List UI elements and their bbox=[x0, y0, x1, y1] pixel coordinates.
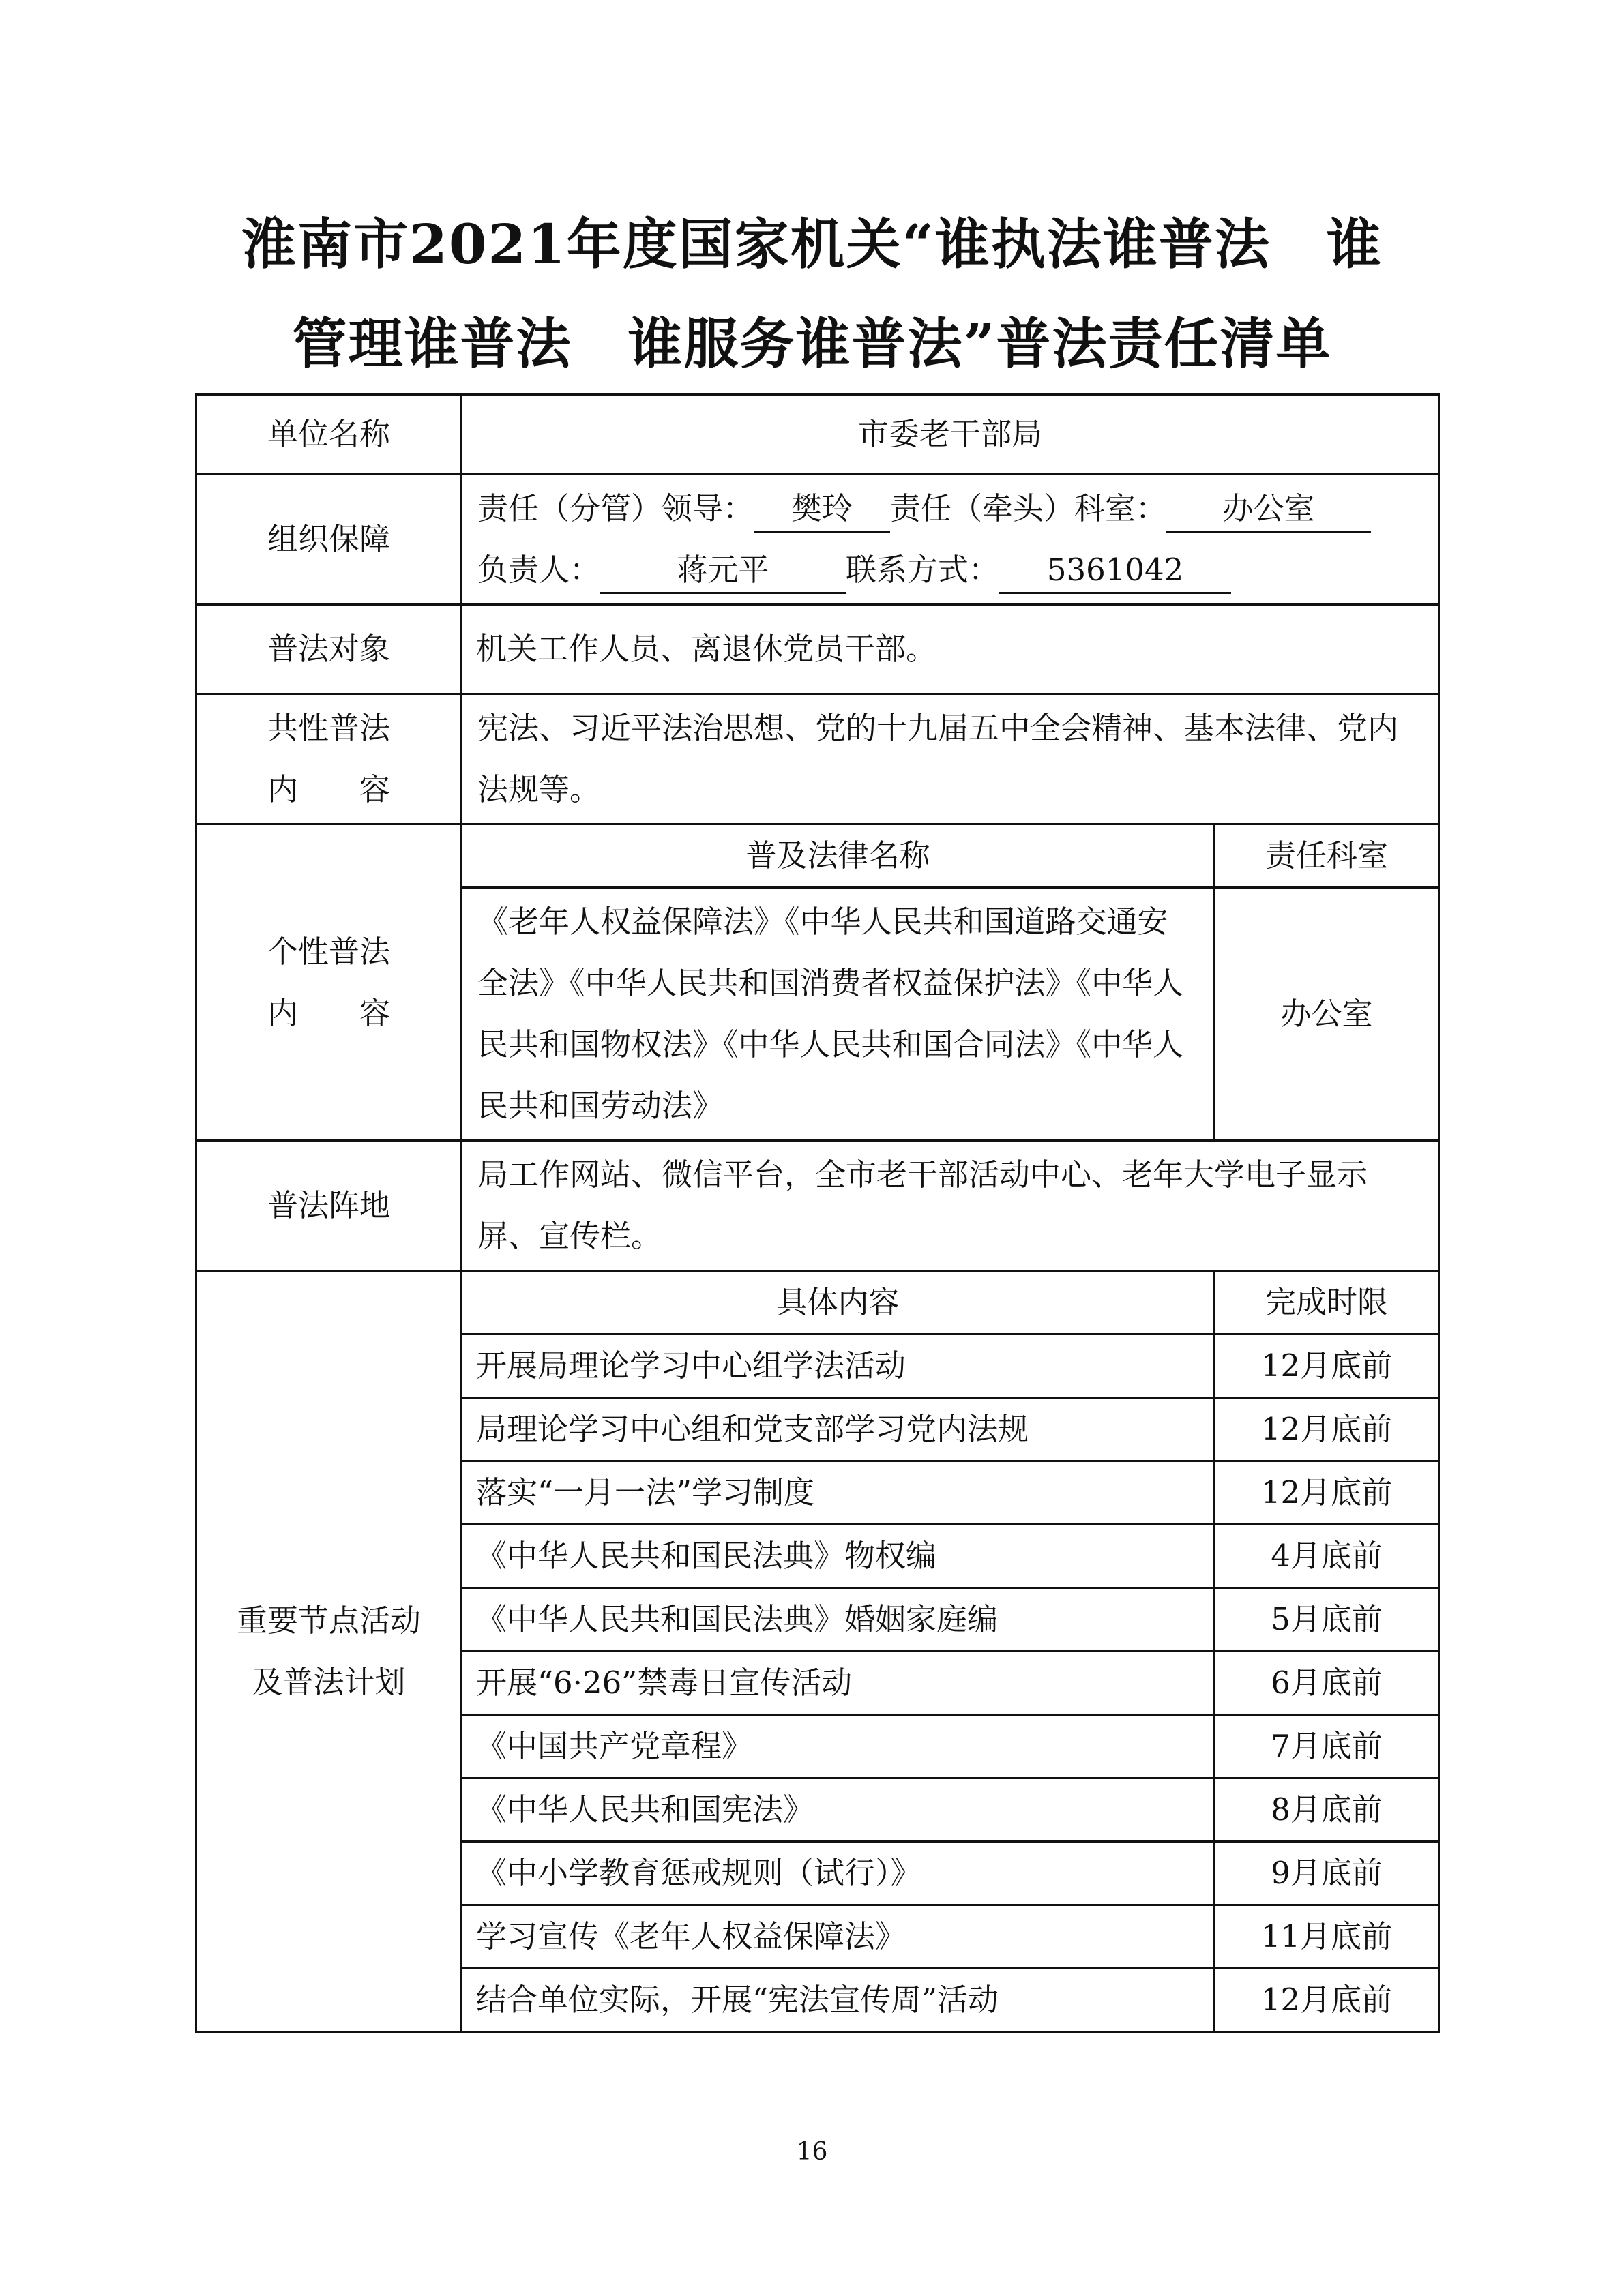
target-value: 机关工作人员、离退休党员干部。 bbox=[462, 605, 1439, 694]
plan-deadline: 8月底前 bbox=[1215, 1778, 1439, 1842]
row-personal-header bbox=[196, 824, 1439, 888]
plan-content: 《中华人民共和国宪法》 bbox=[462, 1778, 1215, 1842]
plan-content: 结合单位实际，开展“宪法宣传周”活动 bbox=[462, 1969, 1215, 2032]
row-target bbox=[196, 605, 1439, 694]
page-number: 16 bbox=[796, 2138, 828, 2166]
person-label: 负责人： bbox=[477, 552, 601, 588]
org-value bbox=[462, 475, 1439, 605]
plan-content: 落实“一月一法”学习制度 bbox=[462, 1461, 1215, 1525]
plan-content: 开展“6·26”禁毒日宣传活动 bbox=[462, 1652, 1215, 1715]
row-org bbox=[196, 475, 1439, 605]
document-title bbox=[0, 194, 1624, 393]
plan-deadline: 12月底前 bbox=[1215, 1398, 1439, 1461]
common-value: 宪法、习近平法治思想、党的十九届五中全会精神、基本法律、党内法规等。 bbox=[462, 694, 1439, 824]
personal-col-law: 普及法律名称 bbox=[462, 824, 1215, 888]
unit-label: 单位名称 bbox=[196, 395, 462, 475]
plan-col-content: 具体内容 bbox=[462, 1271, 1215, 1335]
plan-content: 学习宣传《老年人权益保障法》 bbox=[462, 1905, 1215, 1969]
target-label: 普法对象 bbox=[196, 605, 462, 694]
leader-name: 樊玲 bbox=[754, 487, 890, 533]
org-label: 组织保障 bbox=[196, 475, 462, 605]
row-unit bbox=[196, 395, 1439, 475]
unit-value: 市委老干部局 bbox=[462, 395, 1439, 475]
plan-content: 《中华人民共和国民法典》物权编 bbox=[462, 1525, 1215, 1588]
person-name: 蒋元平 bbox=[600, 548, 846, 594]
plan-deadline: 4月底前 bbox=[1215, 1525, 1439, 1588]
plan-content: 开展局理论学习中心组学法活动 bbox=[462, 1335, 1215, 1398]
plan-deadline: 12月底前 bbox=[1215, 1335, 1439, 1398]
venue-value: 局工作网站、微信平台，全市老干部活动中心、老年大学电子显示屏、宣传栏。 bbox=[462, 1141, 1439, 1271]
plan-deadline: 7月底前 bbox=[1215, 1715, 1439, 1778]
plan-content: 《中小学教育惩戒规则（试行）》 bbox=[462, 1842, 1215, 1905]
plan-col-deadline: 完成时限 bbox=[1215, 1271, 1439, 1335]
common-label: 共性普法 内 容 bbox=[196, 694, 462, 824]
personal-col-dept: 责任科室 bbox=[1215, 824, 1439, 888]
personal-label: 个性普法 内 容 bbox=[196, 824, 462, 1141]
plan-content: 局理论学习中心组和党支部学习党内法规 bbox=[462, 1398, 1215, 1461]
plan-deadline: 12月底前 bbox=[1215, 1969, 1439, 2032]
personal-laws: 《老年人权益保障法》《中华人民共和国道路交通安全法》《中华人民共和国消费者权益保护法》《中华人民共和国物权法》《中华人民共和国合同法》《中华人民共和国劳动法》 bbox=[462, 888, 1215, 1141]
plan-deadline: 6月底前 bbox=[1215, 1652, 1439, 1715]
plan-content: 《中华人民共和国民法典》婚姻家庭编 bbox=[462, 1588, 1215, 1652]
personal-dept: 办公室 bbox=[1215, 888, 1439, 1141]
row-common bbox=[196, 694, 1439, 824]
plan-content: 《中国共产党章程》 bbox=[462, 1715, 1215, 1778]
contact-label: 联系方式： bbox=[846, 552, 1000, 588]
plan-deadline: 5月底前 bbox=[1215, 1588, 1439, 1652]
plan-deadline: 11月底前 bbox=[1215, 1905, 1439, 1969]
venue-label: 普法阵地 bbox=[196, 1141, 462, 1271]
title-line-1: 淮南市2021年度国家机关“谁执法谁普法 谁 bbox=[241, 212, 1383, 276]
responsibility-table bbox=[195, 393, 1440, 2033]
title-line-2: 管理谁普法 谁服务谁普法”普法责任清单 bbox=[292, 312, 1332, 376]
plan-label: 重要节点活动 及普法计划 bbox=[196, 1271, 462, 2032]
dept-label: 责任（牵头）科室： bbox=[890, 490, 1167, 526]
row-venue bbox=[196, 1141, 1439, 1271]
plan-deadline: 9月底前 bbox=[1215, 1842, 1439, 1905]
leader-label: 责任（分管）领导： bbox=[477, 490, 754, 526]
plan-deadline: 12月底前 bbox=[1215, 1461, 1439, 1525]
dept-name: 办公室 bbox=[1166, 487, 1371, 533]
contact-number: 5361042 bbox=[999, 548, 1231, 594]
row-plan-header bbox=[196, 1271, 1439, 1335]
